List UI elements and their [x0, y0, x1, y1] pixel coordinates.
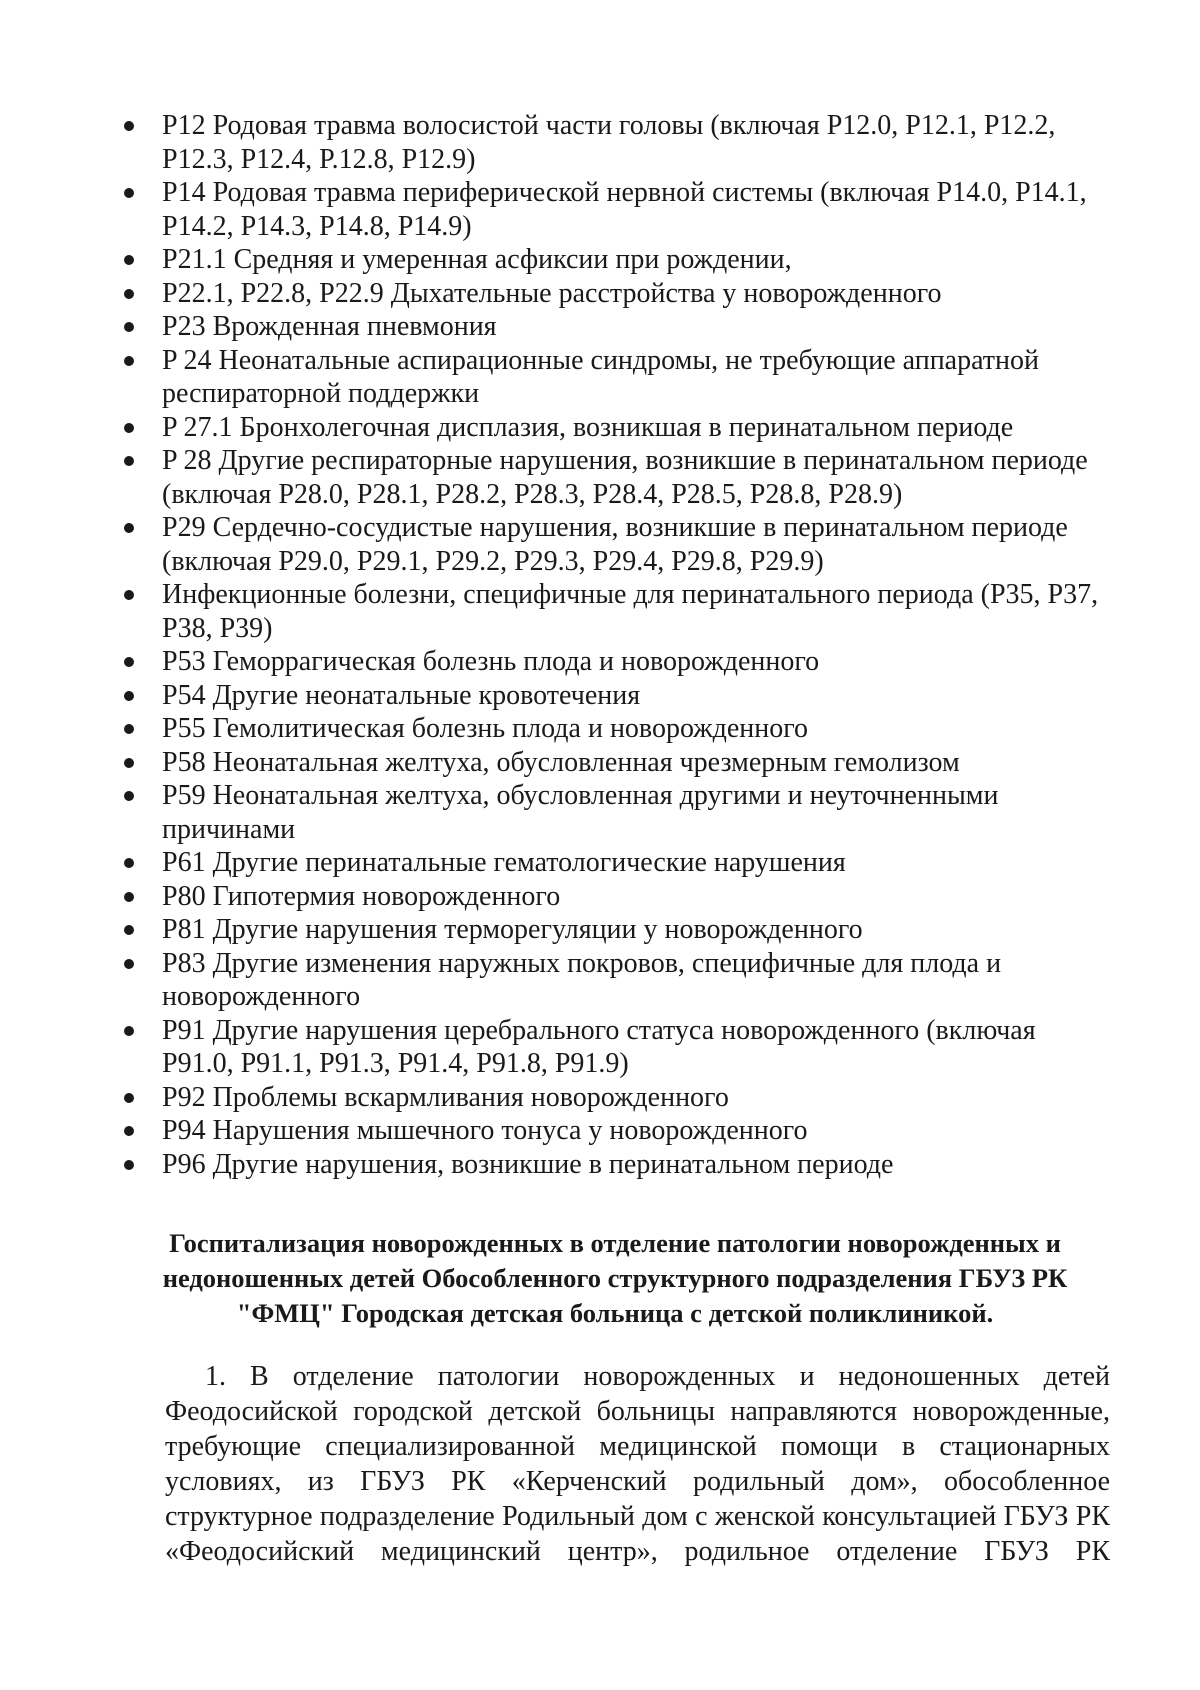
bullet-icon [124, 1126, 134, 1136]
list-item: P54 Другие неонатальные кровотечения [120, 679, 1110, 713]
list-item: P22.1, P22.8, P22.9 Дыхательные расстройства у новорожденного [120, 277, 1110, 311]
list-item: P12 Родовая травма волосистой части головы (включая P12.0, P12.1, P12.2, P12.3, P12.4, P.12.8, P12.9) [120, 109, 1110, 176]
list-item: P 28 Другие респираторные нарушения, возникшие в перинатальном периоде (включая P28.0, P28.1, P28.2, P28.3, P28.4, P28.5, P28.8, P28.9) [120, 444, 1110, 511]
paragraph: 1. В отделение патологии новорожденных и недоношенных детей Феодосийской городской детской больницы направляются новорожденные, требующие специализированной медицинской помощи в стационарных условиях, из ГБУЗ РК «Керченский родильный дом», обособленное структурное подразделение Родильный дом с женской консультацией ГБУЗ РК «Феодосийский медицинский центр», родильное отделение ГБУЗ РК [165, 1361, 1110, 1567]
diagnosis-list [120, 109, 1110, 1181]
list-item: P92 Проблемы вскармливания новорожденного [120, 1081, 1110, 1115]
bullet-icon [124, 657, 134, 667]
section-title: Госпитализация новорожденных в отделение патологии новорожденных и недоношенных детей Обособленного структурного подразделения ГБУЗ РК "ФМЦ" Городская детская больница с детской поликлиникой. [162, 1228, 1068, 1328]
bullet-icon [124, 590, 134, 600]
bullet-icon [124, 892, 134, 902]
list-item: P81 Другие нарушения терморегуляции у новорожденного [120, 913, 1110, 947]
list-item: P23 Врожденная пневмония [120, 310, 1110, 344]
list-item: P55 Гемолитическая болезнь плода и новорожденного [120, 712, 1110, 746]
bullet-icon [124, 188, 134, 198]
list-item: P96 Другие нарушения, возникшие в перинатальном периоде [120, 1148, 1110, 1182]
bullet-icon [124, 1093, 134, 1103]
bullet-icon [124, 289, 134, 299]
list-item: P21.1 Средняя и умеренная асфиксии при рождении, [120, 243, 1110, 277]
bullet-icon [124, 255, 134, 265]
bullet-icon [124, 724, 134, 734]
list-item: P 24 Неонатальные аспирационные синдромы, не требующие аппаратной респираторной поддержки [120, 344, 1110, 411]
bullet-icon [124, 791, 134, 801]
list-item: P61 Другие перинатальные гематологические нарушения [120, 846, 1110, 880]
bullet-icon [124, 758, 134, 768]
list-item: P91 Другие нарушения церебрального статуса новорожденного (включая P91.0, P91.1, P91.3, P91.4, P91.8, P91.9) [120, 1014, 1110, 1081]
list-item: P94 Нарушения мышечного тонуса у новорожденного [120, 1114, 1110, 1148]
bullet-icon [124, 322, 134, 332]
bullet-icon [124, 1026, 134, 1036]
bullet-icon [124, 356, 134, 366]
bullet-icon [124, 691, 134, 701]
list-item: P53 Геморрагическая болезнь плода и новорожденного [120, 645, 1110, 679]
bullet-icon [124, 959, 134, 969]
bullet-icon [124, 925, 134, 935]
bullet-icon [124, 456, 134, 466]
list-item: P80 Гипотермия новорожденного [120, 880, 1110, 914]
list-item: P14 Родовая травма периферической нервной системы (включая P14.0, P14.1, P14.2, P14.3, P14.8, P14.9) [120, 176, 1110, 243]
list-item: P59 Неонатальная желтуха, обусловленная другими и неуточненными причинами [120, 779, 1110, 846]
list-item: P58 Неонатальная желтуха, обусловленная чрезмерным гемолизом [120, 746, 1110, 780]
list-item: P83 Другие изменения наружных покровов, специфичные для плода и новорожденного [120, 947, 1110, 1014]
list-item: P 27.1 Бронхолегочная дисплазия, возникшая в перинатальном периоде [120, 411, 1110, 445]
bullet-icon [124, 1160, 134, 1170]
bullet-icon [124, 523, 134, 533]
list-item: P29 Сердечно-сосудистые нарушения, возникшие в перинатальном периоде (включая P29.0, P29.1, P29.2, P29.3, P29.4, P29.8, P29.9) [120, 511, 1110, 578]
bullet-icon [124, 858, 134, 868]
list-item: Инфекционные болезни, специфичные для перинатального периода (P35, P37, P38, P39) [120, 578, 1110, 645]
bullet-icon [124, 423, 134, 433]
bullet-icon [124, 121, 134, 131]
